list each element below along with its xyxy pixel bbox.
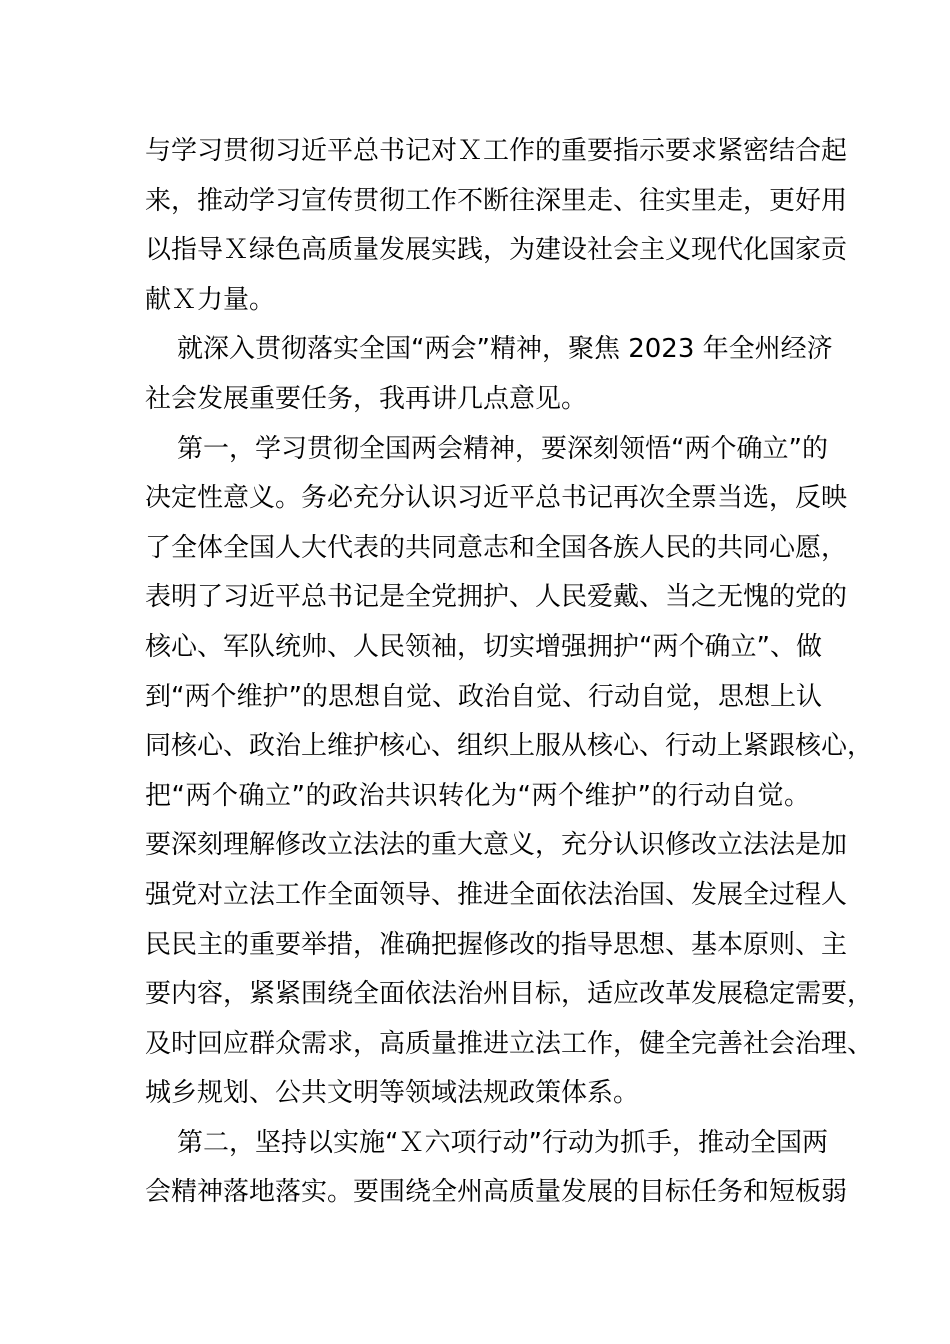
- text-line: 要内容，紧紧围绕全面依法治州目标，适应改革发展稳定需要，: [145, 979, 874, 1010]
- text-line: 强党对立法工作全面领导、推进全面依法治国、发展全过程人: [145, 879, 848, 910]
- text-line: 核心、军队统帅、人民领袖，切实增强拥护“两个确立”、做: [145, 631, 822, 662]
- text-line: 要深刻理解修改立法法的重大意义，充分认识修改立法法是加: [145, 830, 848, 861]
- text-line: 来，推动学习宣传贯彻工作不断往深里走、往实里走，更好用: [145, 185, 848, 216]
- text-line: 把“两个确立”的政治共识转化为“两个维护”的行动自觉。: [145, 780, 810, 811]
- text-line: 民民主的重要举措，准确把握修改的指导思想、基本原则、主: [145, 929, 848, 960]
- paragraph-1: [145, 127, 848, 325]
- text-line: 以指导Ｘ绿色高质量发展实践，为建设社会主义现代化国家贡: [145, 235, 848, 266]
- text-line: 第二，坚持以实施“Ｘ六项行动”行动为抓手，推动全国两: [177, 1127, 828, 1158]
- text-line: 及时回应群众需求，高质量推进立法工作，健全完善社会治理、: [145, 1028, 874, 1059]
- text-line: 献Ｘ力量。: [145, 284, 276, 315]
- text-line: 同核心、政治上维护核心、组织上服从核心、行动上紧跟核心，: [145, 731, 874, 762]
- paragraph-3: [145, 425, 874, 1119]
- text-line: 第一，学习贯彻全国两会精神，要深刻领悟“两个确立”的: [177, 433, 828, 464]
- text-line: 会精神落地落实。要围绕全州高质量发展的目标任务和短板弱: [145, 1177, 848, 1208]
- text-line: 就深入贯彻落实全国“两会”精神，聚焦 2023 年全州经济: [177, 334, 833, 365]
- text-line: 到“两个维护”的思想自觉、政治自觉、行动自觉，思想上认: [145, 681, 822, 712]
- text-line: 了全体全国人大代表的共同意志和全国各族人民的共同心愿，: [145, 532, 848, 563]
- text-line: 城乡规划、公共文明等领域法规政策体系。: [145, 1078, 640, 1109]
- text-line: 与学习贯彻习近平总书记对Ｘ工作的重要指示要求紧密结合起: [145, 136, 848, 166]
- text-line: 决定性意义。务必充分认识习近平总书记再次全票当选，反映: [145, 483, 848, 514]
- paragraph-4: [145, 1119, 848, 1218]
- text-line: 社会发展重要任务，我再讲几点意见。: [145, 383, 588, 414]
- paragraph-2: [145, 325, 833, 424]
- text-line: 表明了习近平总书记是全党拥护、人民爱戴、当之无愧的党的: [145, 582, 848, 613]
- document-body: [145, 127, 874, 1218]
